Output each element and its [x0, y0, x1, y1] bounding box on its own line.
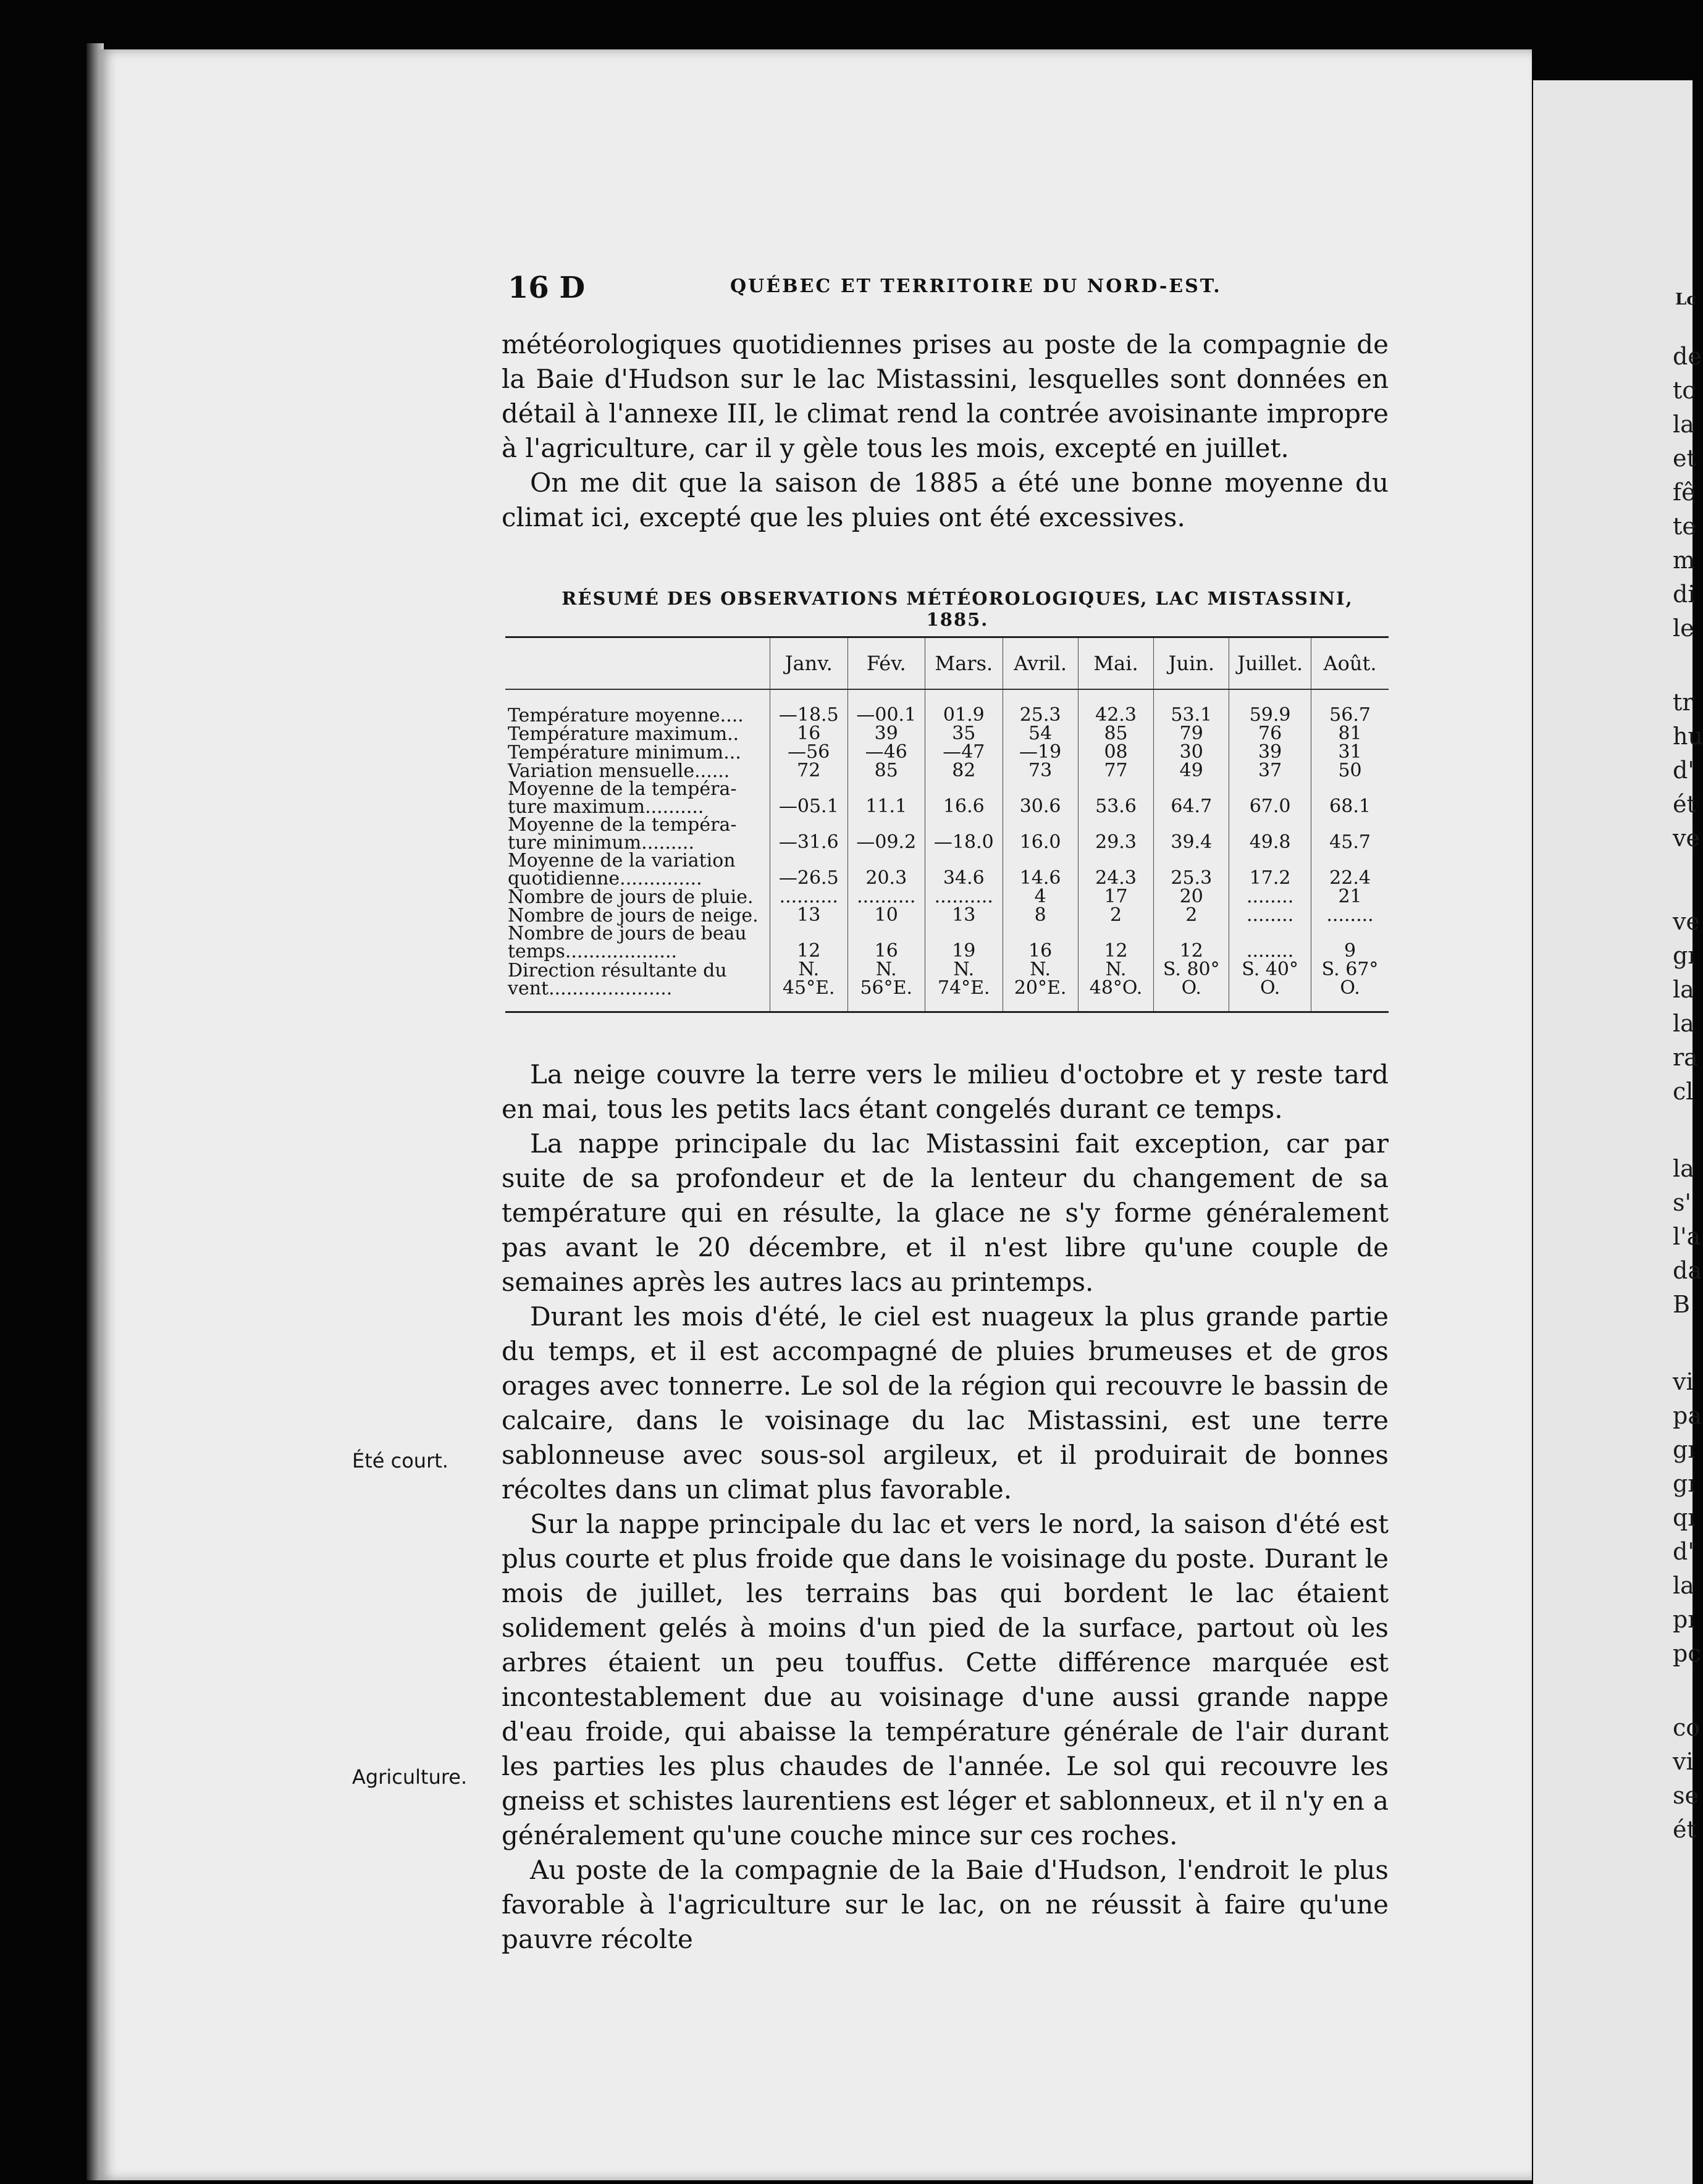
table-cell: 12 — [1154, 925, 1229, 960]
table-cell: S. 67° O. — [1311, 960, 1389, 1012]
facing-text-fragment: d' — [1673, 1538, 1694, 1565]
body-paragraph-4: Sur la nappe principale du lac et vers le nord, la saison d'été est plus courte et plus froide que dans le voisinage du poste. Durant le mois de juillet, les terrains bas qui bordent le lac étaient solidement gelés à moins d'un pied de la surface, partout où les arbres étaient un peu touffus. Cette différence marquée est incontestablement due au voisinage d'une aussi grande nappe d'eau froide, qui abaisse la température générale de l'air durant les parties les plus chaudes de l'année. Le sol qui recouvre les gneiss et schistes laurentiens est léger et sablonneux, et il n'y en a généralement qu'une couche mince sur ces roches. — [502, 1509, 1389, 1850]
table-cell: N. 45°E. — [770, 960, 848, 1012]
table-cell: 19 — [925, 925, 1003, 960]
table-cell: 39 — [847, 724, 925, 743]
table-cell: 24.3 — [1078, 852, 1154, 888]
row-label: Nombre de jours de beau temps................... — [508, 923, 747, 962]
page-number: 16 D — [508, 271, 586, 305]
row-label: Température minimum... — [508, 742, 741, 763]
facing-text-fragment: ve — [1673, 908, 1700, 935]
table-cell: 2 — [1078, 906, 1154, 925]
margin-note-ete-court: Été court. — [352, 1449, 448, 1472]
table-cell: 39.4 — [1154, 816, 1229, 852]
table-row — [505, 888, 1389, 906]
table-row — [505, 925, 1389, 960]
column-header: Fév. — [847, 637, 925, 690]
table-cell: 45.7 — [1311, 816, 1389, 852]
facing-page — [1533, 80, 1692, 2184]
table-cell: 30.6 — [1003, 780, 1078, 816]
facing-text-fragment: pc — [1673, 1640, 1701, 1667]
facing-text-fragment: da — [1673, 1257, 1702, 1284]
table-cell: 10 — [847, 906, 925, 925]
table-cell: N. 74°E. — [925, 960, 1003, 1012]
row-label: Nombre de jours de neige. — [508, 905, 759, 926]
row-label: Variation mensuelle...... — [508, 760, 730, 782]
table-cell: 77 — [1078, 762, 1154, 780]
table-cell: 9 — [1311, 925, 1389, 960]
table-cell: 13 — [925, 906, 1003, 925]
row-label: Température maximum.. — [508, 723, 739, 745]
facing-text-fragment: pa — [1673, 1402, 1702, 1429]
table-cell: 16.6 — [925, 780, 1003, 816]
table-cell: 01.9 — [925, 689, 1003, 724]
row-label: Température moyenne.... — [508, 705, 744, 726]
body-paragraph-3: Durant les mois d'été, le ciel est nuageux la plus grande partie du temps, et il est accompagné de pluies brumeuses et de gros orages avec tonnerre. Le sol de la région qui recouvre le bassin de calcaire, dans le voisinage du lac Mistassini, est une terre sablonneuse avec sous-sol argileux, et il produirait de bonnes récoltes dans un climat plus favorable. — [502, 1301, 1389, 1505]
table-cell: 14.6 — [1003, 852, 1078, 888]
intro-text — [502, 327, 1389, 535]
facing-text-fragment: la — [1673, 1010, 1694, 1037]
table-cell: 42.3 — [1078, 689, 1154, 724]
table-cell: ........ — [1229, 888, 1311, 906]
table-cell: N. 20°E. — [1003, 960, 1078, 1012]
table-row — [505, 852, 1389, 888]
facing-text-fragment: hu — [1673, 723, 1703, 750]
row-label: Direction résultante du vent..................... — [508, 960, 727, 999]
table-cell: N. 56°E. — [847, 960, 925, 1012]
table-cell: —05.1 — [770, 780, 848, 816]
table-row — [505, 689, 1389, 724]
table-cell: 67.0 — [1229, 780, 1311, 816]
table-cell: —19 — [1003, 743, 1078, 762]
table-cell: .......... — [770, 888, 848, 906]
table-cell: 85 — [847, 762, 925, 780]
facing-text-fragment: qı — [1673, 1504, 1696, 1531]
table-cell: 53.1 — [1154, 689, 1229, 724]
table-cell: 79 — [1154, 724, 1229, 743]
table-cell: 12 — [1078, 925, 1154, 960]
facing-text-fragment: la — [1673, 1155, 1694, 1182]
table-cell: 34.6 — [925, 852, 1003, 888]
table-cell: 2 — [1154, 906, 1229, 925]
facing-text-fragment: la — [1673, 976, 1694, 1003]
facing-text-fragment: d' — [1673, 757, 1694, 784]
table-cell: 37 — [1229, 762, 1311, 780]
table-cell: 50 — [1311, 762, 1389, 780]
table-cell: —31.6 — [770, 816, 848, 852]
facing-text-fragment: te — [1673, 513, 1696, 540]
table-cell: —18.5 — [770, 689, 848, 724]
facing-text-fragment: se — [1673, 1782, 1699, 1809]
table-cell: 76 — [1229, 724, 1311, 743]
table-cell: 25.3 — [1003, 689, 1078, 724]
column-header: Mai. — [1078, 637, 1154, 690]
facing-text-fragment: pı — [1673, 1606, 1696, 1633]
facing-text-fragment: et — [1673, 445, 1696, 472]
row-label: Moyenne de la tempéra- ture maximum.......... — [508, 778, 737, 818]
running-title: QUÉBEC ET TERRITOIRE DU NORD-EST. — [730, 275, 1222, 297]
table-cell: S. 80° O. — [1154, 960, 1229, 1012]
table-title: RÉSUMÉ DES OBSERVATIONS MÉTÉOROLOGIQUES, LAC MISTASSINI, 1885. — [561, 588, 1353, 630]
table-cell: 16 — [1003, 925, 1078, 960]
table-row — [505, 960, 1389, 1012]
facing-text-fragment: vi — [1673, 1368, 1694, 1395]
table-cell: 30 — [1154, 743, 1229, 762]
row-label: Moyenne de la variation quotidienne.............. — [508, 850, 736, 889]
table-cell: 85 — [1078, 724, 1154, 743]
facing-text-fragment: de — [1673, 343, 1702, 370]
table-cell: 4 — [1003, 888, 1078, 906]
table-cell: 12 — [770, 925, 848, 960]
table-cell: 64.7 — [1154, 780, 1229, 816]
table-cell: ........ — [1229, 925, 1311, 960]
table-cell: 54 — [1003, 724, 1078, 743]
facing-text-fragment: gı — [1673, 1436, 1696, 1463]
intro-paragraph-2: On me dit que la saison de 1885 a été une bonne moyenne du climat ici, excepté que les pluies ont été excessives. — [502, 468, 1389, 532]
body-paragraph-5: Au poste de la compagnie de la Baie d'Hudson, l'endroit le plus favorable à l'agriculture sur le lac, on ne réussit à faire qu'une pauvre récolte — [502, 1855, 1389, 1954]
margin-note-agriculture: Agriculture. — [352, 1765, 468, 1789]
table-cell: ........ — [1229, 906, 1311, 925]
table-cell: 20.3 — [847, 852, 925, 888]
table-cell: 25.3 — [1154, 852, 1229, 888]
column-header: Janv. — [770, 637, 848, 690]
facing-text-fragment: B — [1673, 1291, 1690, 1318]
body-paragraph-1: La neige couvre la terre vers le milieu d'octobre et y reste tard en mai, tous les petits lacs étant congelés durant ce temps. — [502, 1059, 1389, 1124]
column-header: Avril. — [1003, 637, 1078, 690]
table-cell: 68.1 — [1311, 780, 1389, 816]
table-cell: .......... — [925, 888, 1003, 906]
table-cell: 22.4 — [1311, 852, 1389, 888]
column-header: Juin. — [1154, 637, 1229, 690]
page-header — [508, 271, 1385, 308]
table-cell: 20 — [1154, 888, 1229, 906]
facing-text-fragment: ét — [1673, 1816, 1696, 1843]
table-cell: 49.8 — [1229, 816, 1311, 852]
table-cell: 56.7 — [1311, 689, 1389, 724]
facing-header-fragment: Lc — [1675, 290, 1697, 309]
facing-text-fragment: gı — [1673, 942, 1696, 969]
facing-text-fragment: di — [1673, 581, 1696, 608]
table-cell: 29.3 — [1078, 816, 1154, 852]
intro-paragraph-1: météorologiques quotidiennes prises au poste de la compagnie de la Baie d'Hudson sur le lac Mistassini, lesquelles sont données en détail à l'annexe III, le climat rend la contrée avoisinante impropre à l'agriculture, car il y gèle tous les mois, excepté en juillet. — [502, 329, 1389, 463]
facing-text-fragment: la — [1673, 1572, 1694, 1599]
facing-text-fragment: cl — [1673, 1078, 1694, 1105]
facing-text-fragment: la — [1673, 411, 1694, 438]
row-header-cell — [505, 637, 770, 690]
table-cell: 11.1 — [847, 780, 925, 816]
table-cell: 08 — [1078, 743, 1154, 762]
facing-text-fragment: ét — [1673, 791, 1696, 818]
table-cell: 72 — [770, 762, 848, 780]
facing-text-fragment: tc — [1673, 377, 1696, 404]
table-cell: —00.1 — [847, 689, 925, 724]
body-text — [502, 1057, 1389, 1957]
facing-text-fragment: ra — [1673, 1044, 1698, 1071]
facing-text-fragment: s' — [1673, 1189, 1691, 1216]
table-cell: —09.2 — [847, 816, 925, 852]
table-cell: 13 — [770, 906, 848, 925]
table-cell: —56 — [770, 743, 848, 762]
table-row — [505, 906, 1389, 925]
table-cell: 49 — [1154, 762, 1229, 780]
table-cell: 16 — [847, 925, 925, 960]
table-row — [505, 762, 1389, 780]
table-cell: —18.0 — [925, 816, 1003, 852]
body-paragraph-2: La nappe principale du lac Mistassini fait exception, car par suite de sa profondeur et de la lenteur du changement de sa température qui en résulte, la glace ne s'y forme généralement pas avant le 20 décembre, et il n'est libre qu'une couple de semaines après les autres lacs au printemps. — [502, 1128, 1389, 1297]
table-cell: 53.6 — [1078, 780, 1154, 816]
table-cell: —46 — [847, 743, 925, 762]
facing-text-fragment: m — [1673, 547, 1696, 574]
table-body — [505, 689, 1389, 1012]
facing-text-fragment: vi — [1673, 1748, 1694, 1775]
table-cell: 31 — [1311, 743, 1389, 762]
table-cell: 8 — [1003, 906, 1078, 925]
row-label: Nombre de jours de pluie. — [508, 886, 754, 908]
facing-text-fragment: l'a — [1673, 1223, 1701, 1250]
table-cell: 21 — [1311, 888, 1389, 906]
table-cell: —26.5 — [770, 852, 848, 888]
table-cell: .......... — [847, 888, 925, 906]
table-row — [505, 724, 1389, 743]
table-row — [505, 743, 1389, 762]
column-header: Mars. — [925, 637, 1003, 690]
table-cell: S. 40° O. — [1229, 960, 1311, 1012]
table-cell: 16 — [770, 724, 848, 743]
column-header: Juillet. — [1229, 637, 1311, 690]
table-cell: 81 — [1311, 724, 1389, 743]
table-cell: 17.2 — [1229, 852, 1311, 888]
facing-text-fragment: tr — [1673, 689, 1694, 716]
table-cell: 82 — [925, 762, 1003, 780]
facing-text-fragment: le — [1673, 615, 1694, 642]
table-cell: —47 — [925, 743, 1003, 762]
facing-text-fragment: gı — [1673, 1470, 1696, 1497]
table-row — [505, 780, 1389, 816]
table-cell: 17 — [1078, 888, 1154, 906]
table-row — [505, 816, 1389, 852]
table-cell: N. 48°O. — [1078, 960, 1154, 1012]
facing-text-fragment: ve — [1673, 825, 1700, 852]
meteorological-table — [505, 636, 1389, 1013]
column-header: Août. — [1311, 637, 1389, 690]
facing-text-fragment: co — [1673, 1714, 1701, 1741]
facing-text-fragment: fê — [1673, 479, 1696, 506]
table-cell: 16.0 — [1003, 816, 1078, 852]
table-cell: 35 — [925, 724, 1003, 743]
table-cell: 73 — [1003, 762, 1078, 780]
row-label: Moyenne de la tempéra- ture minimum......... — [508, 814, 737, 854]
table-header-row — [505, 637, 1389, 690]
table-cell: 39 — [1229, 743, 1311, 762]
table-cell: 59.9 — [1229, 689, 1311, 724]
table-cell: ........ — [1311, 906, 1389, 925]
